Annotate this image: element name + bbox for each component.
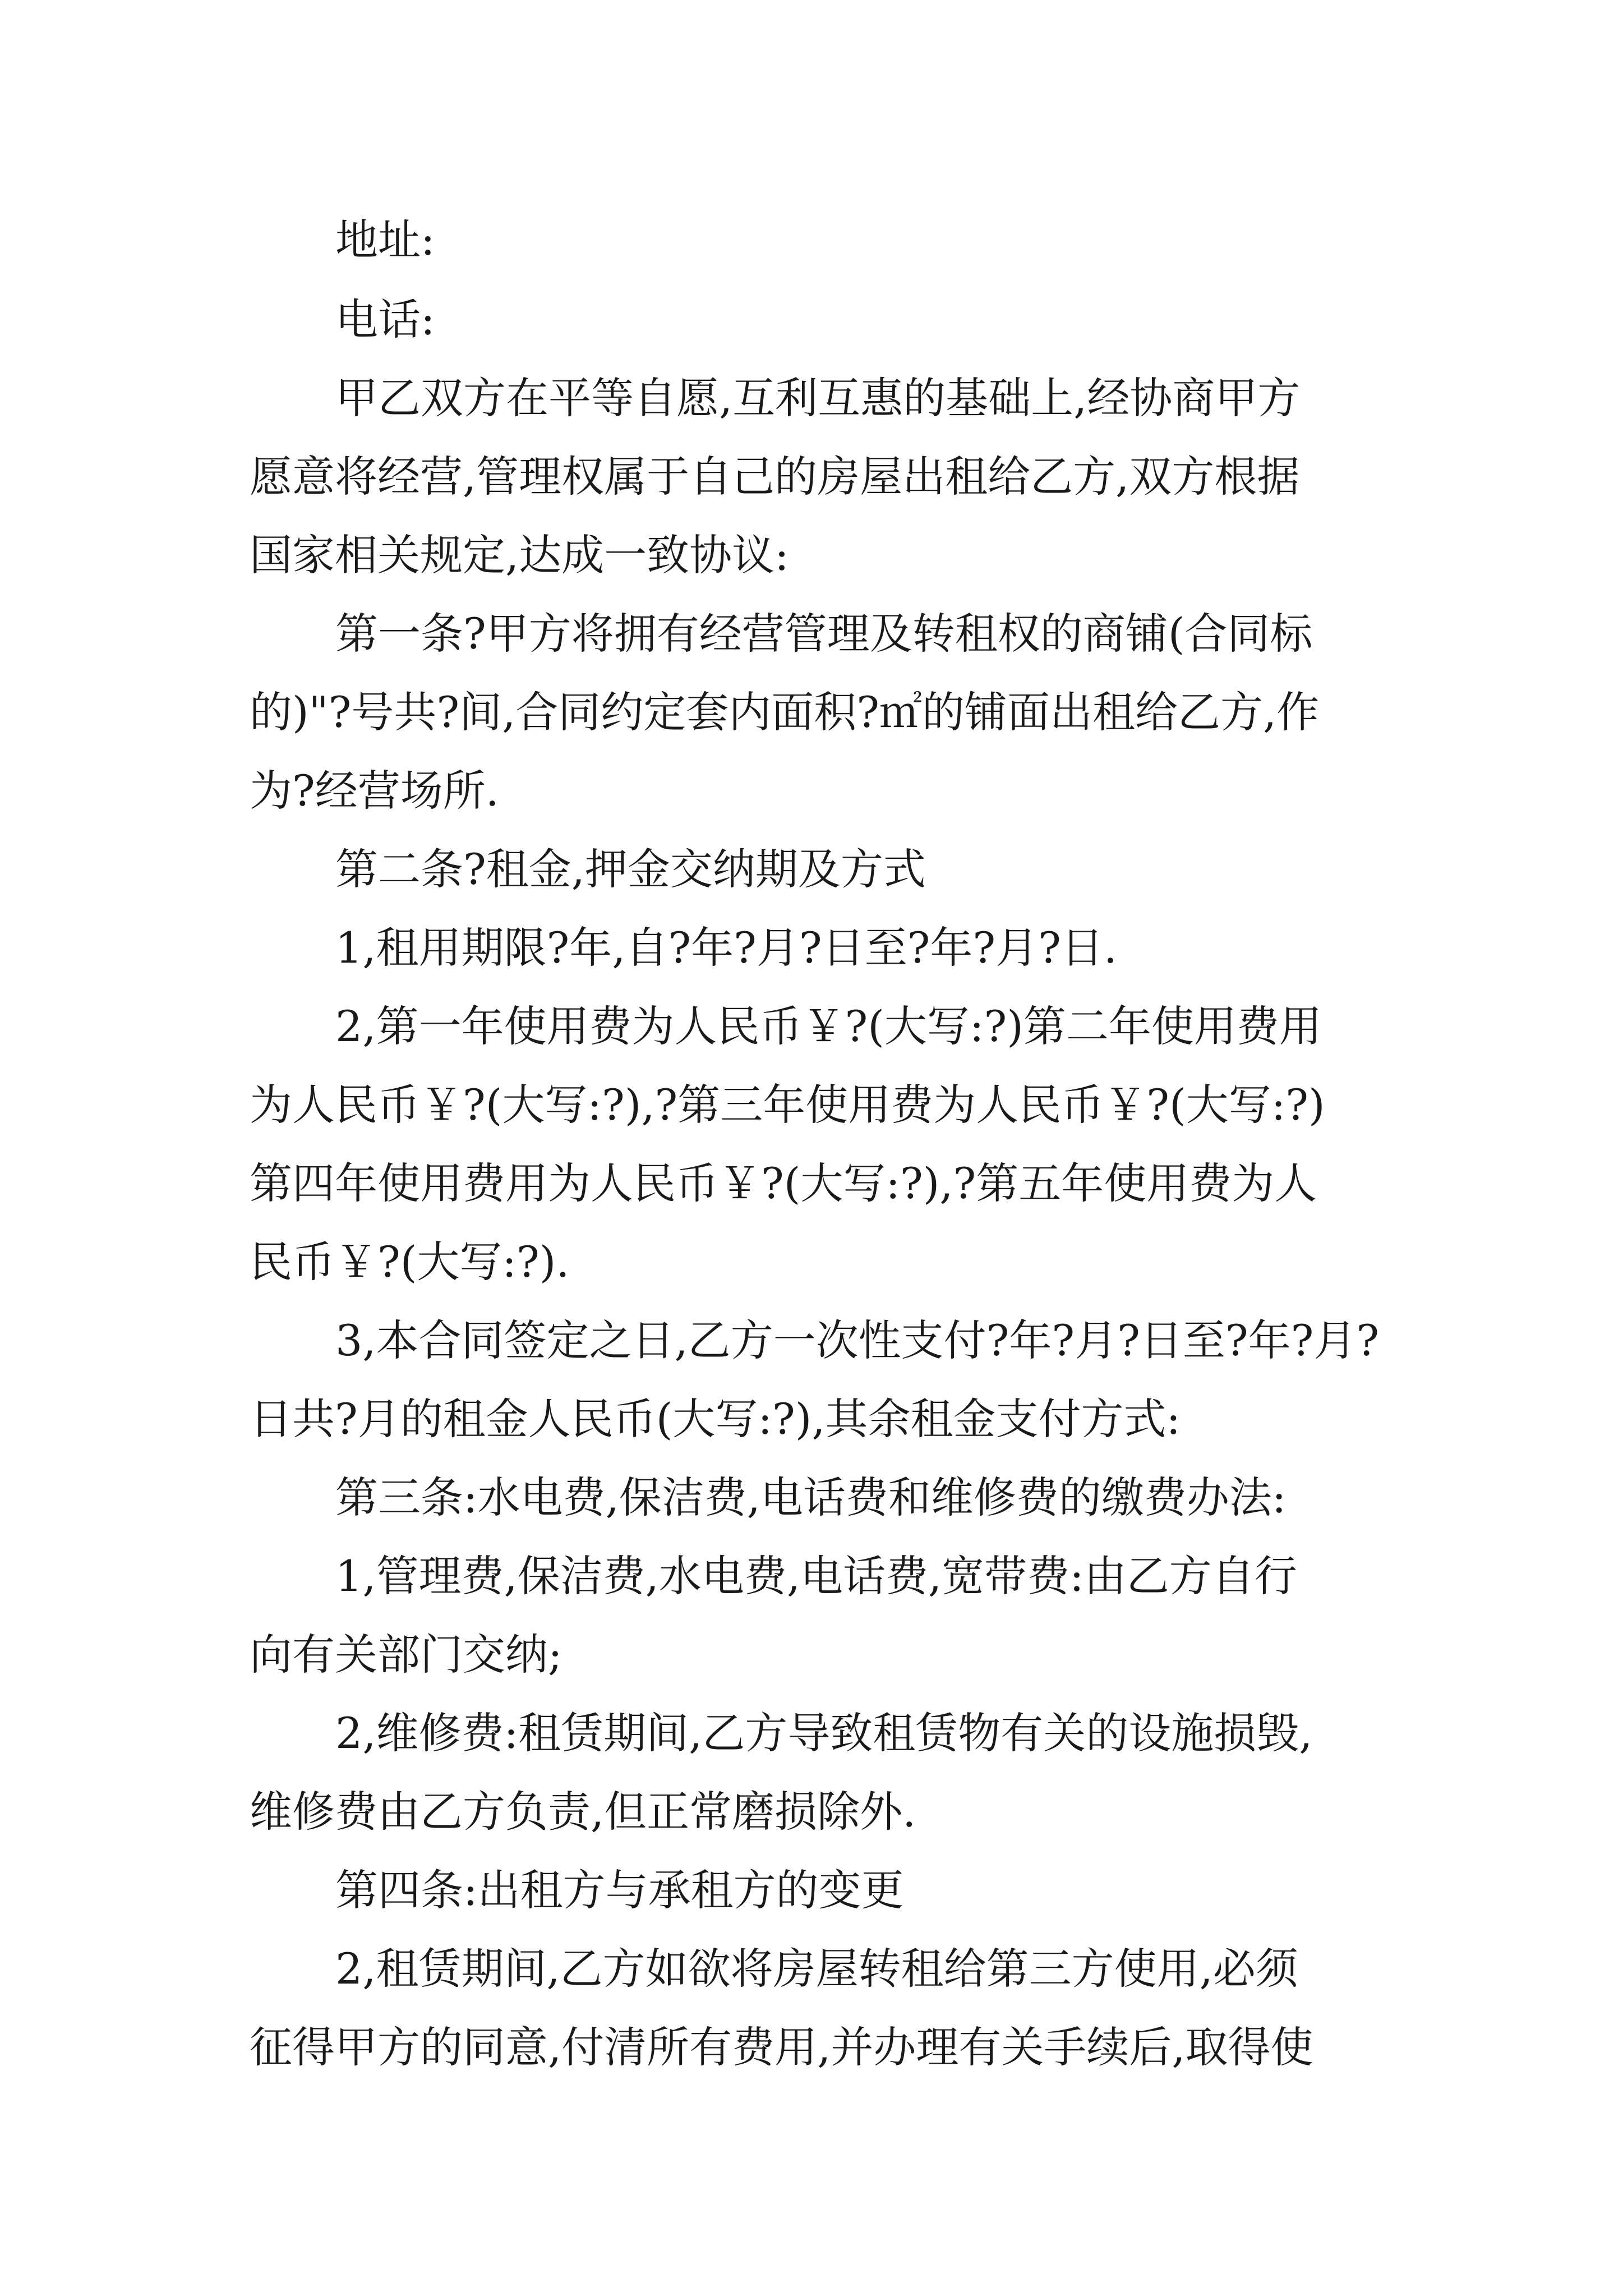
article-3-item-1-line-1: 1,管理费,保洁费,水电费,电话费,宽带费:由乙方自行 bbox=[335, 1551, 1297, 1601]
article-2-item-2-line-2: 为人民币￥?(大写:?),?第三年使用费为人民币￥?(大写:?) bbox=[250, 1080, 1325, 1130]
article-4-item-2-line-1: 2,租赁期间,乙方如欲将房屋转租给第三方使用,必须 bbox=[335, 1944, 1298, 1994]
article-2-item-1: 1,租用期限?年,自?年?月?日至?年?月?日. bbox=[335, 923, 1118, 973]
article-3-item-1-line-2: 向有关部门交纳; bbox=[250, 1630, 562, 1680]
address-label: 地址: bbox=[335, 215, 435, 265]
article-2-item-2-line-4: 民币￥?(大写:?). bbox=[250, 1237, 570, 1287]
article-3-item-2-line-2: 维修费由乙方负责,但正常磨损除外. bbox=[250, 1787, 916, 1837]
article-2-item-2-line-1: 2,第一年使用费为人民币￥?(大写:?)第二年使用费用 bbox=[335, 1001, 1322, 1051]
article-2-item-2-line-3: 第四年使用费用为人民币￥?(大写:?),?第五年使用费为人 bbox=[250, 1158, 1317, 1208]
article-1-line-3: 为?经营场所. bbox=[250, 766, 499, 816]
preamble-line-3: 国家相关规定,达成一致协议: bbox=[250, 530, 789, 580]
article-4-item-2-line-2: 征得甲方的同意,付清所有费用,并办理有关手续后,取得使 bbox=[250, 2022, 1313, 2072]
article-3-item-2-line-1: 2,维修费:租赁期间,乙方导致租赁物有关的设施损毁, bbox=[335, 1708, 1313, 1758]
article-2-heading: 第二条?租金,押金交纳期及方式 bbox=[335, 844, 926, 894]
preamble-line-1: 甲乙双方在平等自愿,互利互惠的基础上,经协商甲方 bbox=[335, 373, 1301, 423]
article-3-heading: 第三条:水电费,保洁费,电话费和维修费的缴费办法: bbox=[335, 1473, 1287, 1522]
article-1-line-2: 的)"?号共?间,合同约定套内面积?㎡的铺面出租给乙方,作 bbox=[250, 687, 1320, 737]
phone-label: 电话: bbox=[335, 295, 435, 344]
article-1-line-1: 第一条?甲方将拥有经营管理及转租权的商铺(合同标 bbox=[335, 609, 1313, 659]
article-2-item-3-line-1: 3,本合同签定之日,乙方一次性支付?年?月?日至?年?月? bbox=[335, 1315, 1380, 1365]
preamble-line-2: 愿意将经营,管理权属于自己的房屋出租给乙方,双方根据 bbox=[250, 452, 1300, 501]
article-4-heading: 第四条:出租方与承租方的变更 bbox=[335, 1865, 904, 1915]
article-2-item-3-line-2: 日共?月的租金人民币(大写:?),其余租金支付方式: bbox=[250, 1394, 1181, 1444]
